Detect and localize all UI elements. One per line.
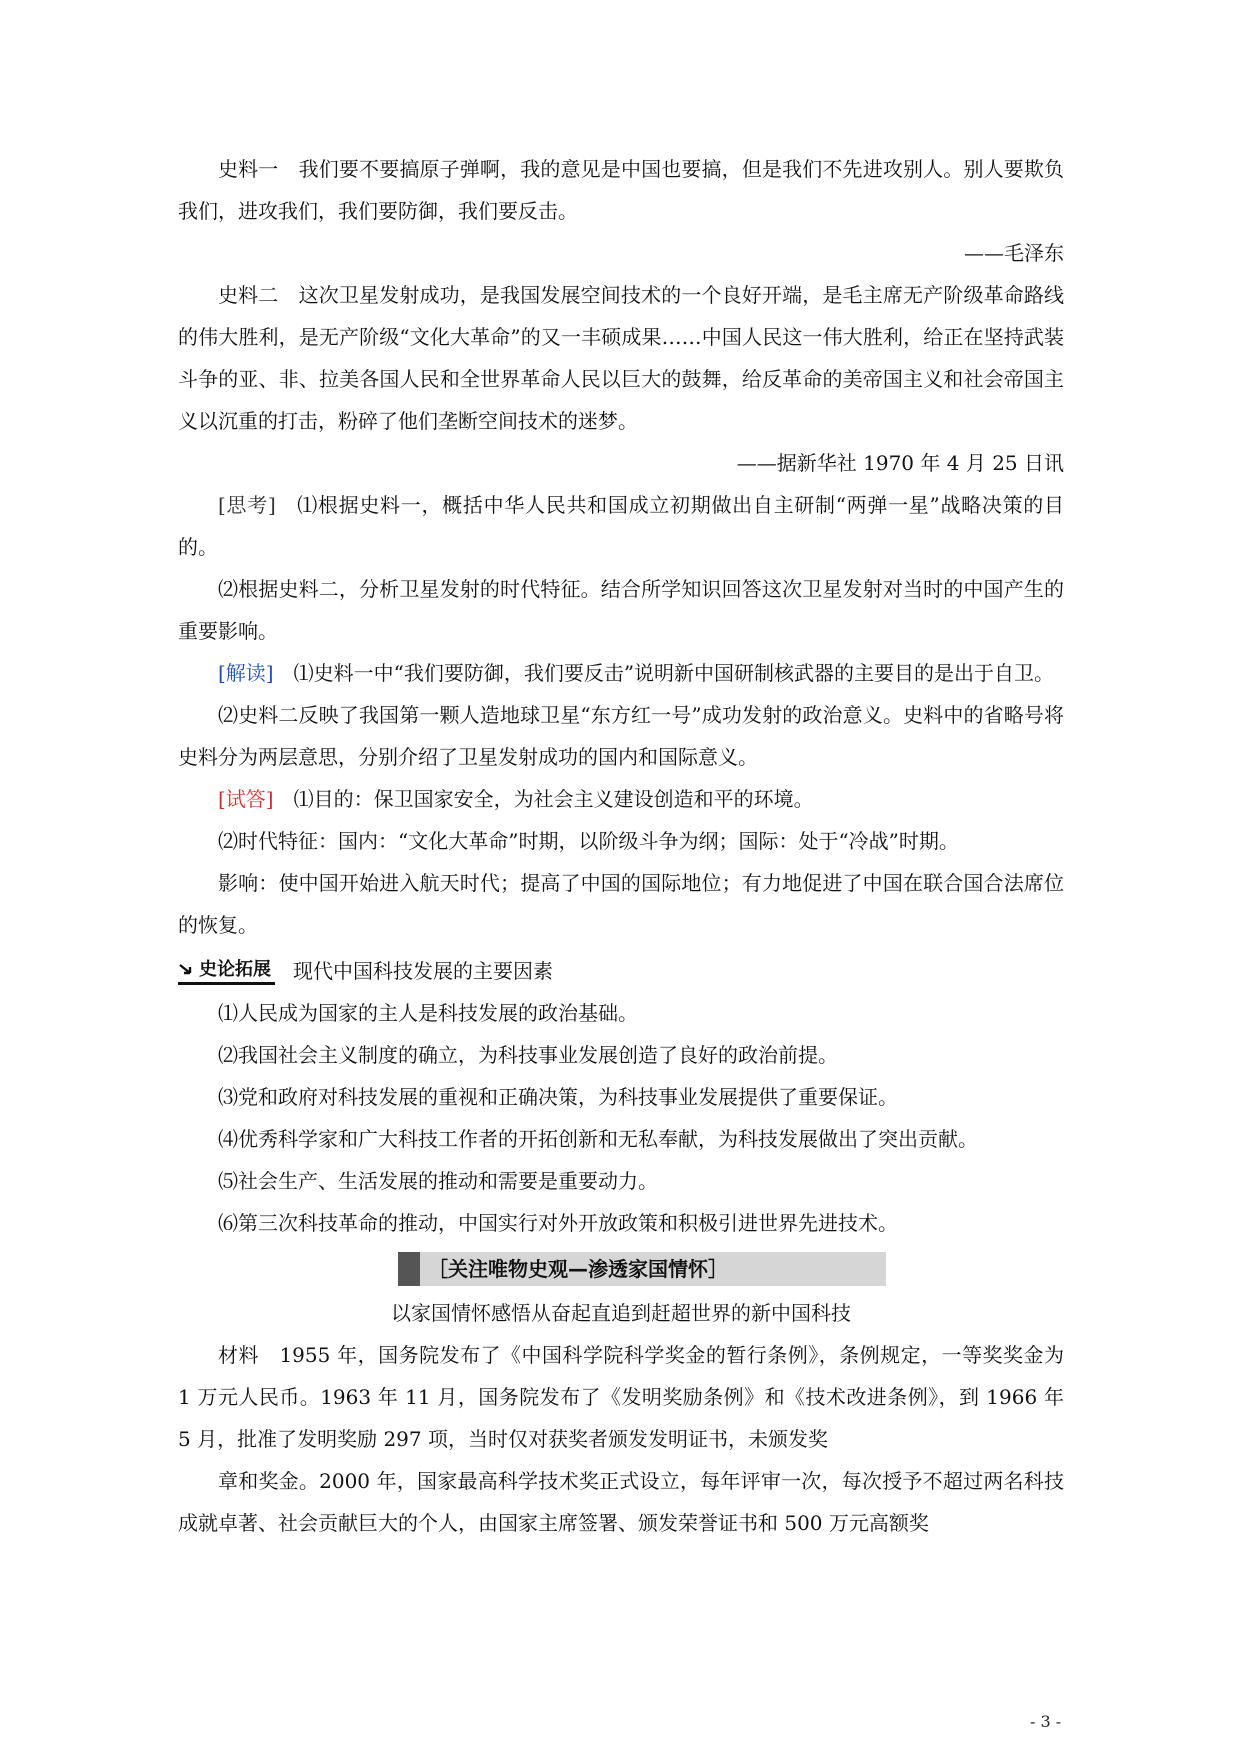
shilun-item: ⑷优秀科学家和广大科技工作者的开拓创新和无私奉献，为科技发展做出了突出贡献。	[218, 1127, 978, 1151]
shida-p1-text: ⑴目的：保卫国家安全，为社会主义建设创造和平的环境。	[293, 787, 814, 811]
page-number: - 3 -	[1030, 1712, 1062, 1731]
jiedu-label: [解读]	[218, 661, 274, 685]
jiedu-p1-text: ⑴史料一中“我们要防御，我们要反击”说明新中国研制核武器的主要目的是出于自卫。	[293, 661, 1055, 685]
jiedu-p2: ⑵史料二反映了我国第一颗人造地球卫星“东方红一号”成功发射的政治意义。史料中的省略号将史料分为两层意思，分别介绍了卫星发射成功的国内和国际意义。	[178, 703, 1064, 769]
sikao-q2: ⑵根据史料二，分析卫星发射的时代特征。结合所学知识回答这次卫星发射对当时的中国产生的重要影响。	[178, 577, 1064, 643]
shilun-badge-text: 史论拓展	[199, 958, 271, 980]
sikao-label: [思考]	[218, 493, 276, 517]
shiliao2-source: ——据新华社 1970 年 4 月 25 日讯	[736, 451, 1064, 475]
arrow-icon	[178, 961, 196, 979]
shilun-item: ⑴人民成为国家的主人是科技发展的政治基础。	[218, 1001, 638, 1025]
shilun-item: ⑹第三次科技革命的推动，中国实行对外开放政策和积极引进世界先进技术。	[218, 1211, 898, 1235]
cailiao-label: 材料	[218, 1343, 259, 1367]
section-banner	[398, 1252, 886, 1286]
cailiao-p2: 章和奖金。2000 年，国家最高科学技术奖正式设立，每年评审一次，每次授予不超过两名科技成就卓著、社会贡献巨大的个人，由国家主席签署、颁发荣誉证书和 500 万元高额奖	[178, 1469, 1064, 1535]
sikao-q1	[178, 484, 1064, 568]
shiliao2-paragraph	[178, 274, 1064, 442]
section-subtitle: 以家国情怀感悟从奋起直追到赶超世界的新中国科技	[391, 1301, 851, 1325]
shilun-item: ⑶党和政府对科技发展的重视和正确决策，为科技事业发展提供了重要保证。	[218, 1085, 898, 1109]
shiliao1-source: ——毛泽东	[964, 241, 1064, 265]
shida-p2: ⑵时代特征：国内：“文化大革命”时期，以阶级斗争为纲；国际：处于“冷战”时期。	[218, 829, 959, 853]
document-body	[178, 148, 1064, 1544]
shiliao2-label: 史料二	[218, 283, 279, 307]
banner-accent	[398, 1252, 420, 1286]
jiedu-p1	[178, 652, 1064, 694]
shida-p1	[178, 778, 1064, 820]
cailiao-p1	[178, 1334, 1064, 1460]
shilun-item: ⑵我国社会主义制度的确立，为科技事业发展创造了良好的政治前提。	[218, 1043, 838, 1067]
shida-label: [试答]	[218, 787, 274, 811]
shilun-title: 现代中国科技发展的主要因素	[293, 959, 553, 983]
shiliao1-text: 我们要不要搞原子弹啊，我的意见是中国也要搞，但是我们不先进攻别人。别人要欺负我们，进攻我们，我们要防御，我们要反击。	[178, 157, 1065, 223]
cailiao-p1-text: 1955 年，国务院发布了《中国科学院科学奖金的暂行条例》，条例规定，一等奖奖金为 1 万元人民币。1963 年 11 月，国务院发布了《发明奖励条例》和《技术改进条例》，到 1966 年 5 月，批准了发明奖励 297 项，当时仅对获奖者颁发发明证书，未颁发奖	[178, 1343, 1065, 1451]
shilun-item: ⑸社会生产、生活发展的推动和需要是重要动力。	[218, 1169, 658, 1193]
shiliao1-paragraph	[178, 148, 1064, 232]
sikao-q1-text: ⑴根据史料一，概括中华人民共和国成立初期做出自主研制“两弹一星”战略决策的目的。	[178, 493, 1065, 559]
shiliao2-text: 这次卫星发射成功，是我国发展空间技术的一个良好开端，是毛主席无产阶级革命路线的伟大胜利，是无产阶级“文化大革命”的又一丰硕成果……中国人民这一伟大胜利，给正在坚持武装斗争的亚、非、拉美各国人民和全世界革命人民以巨大的鼓舞，给反革命的美帝国主义和社会帝国主义以沉重的打击，粉碎了他们垄断空间技术的迷梦。	[178, 283, 1065, 433]
shilun-badge	[178, 958, 275, 985]
shilun-header	[178, 950, 1064, 992]
shida-p3: 影响：使中国开始进入航天时代；提高了中国的国际地位；有力地促进了中国在联合国合法席位的恢复。	[178, 871, 1064, 937]
banner-title: ［关注唯物史观—渗透家国情怀］	[428, 1257, 728, 1281]
shiliao1-label: 史料一	[218, 157, 279, 181]
